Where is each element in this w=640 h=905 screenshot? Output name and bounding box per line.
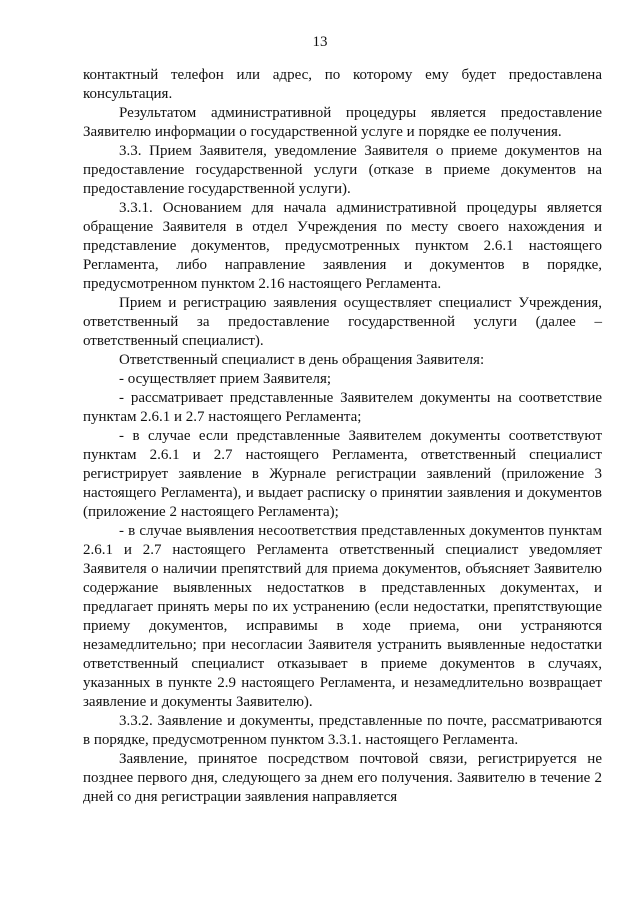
paragraph: контактный телефон или адрес, по которому ему будет предоставлена консультация. (83, 67, 602, 102)
paragraph: Прием и регистрацию заявления осуществляет специалист Учреждения, ответственный за предоставление государственной услуги (далее – ответственный специалист). (83, 295, 602, 349)
paragraph: Заявление, принятое посредством почтовой связи, регистрируется не позднее первого дня, следующего за днем его получения. Заявителю в течение 2 дней со дня регистрации заявления направляется (83, 751, 602, 805)
paragraph: Результатом административной процедуры является предоставление Заявителю информации о государственной услуге и порядке ее получения. (83, 105, 602, 140)
list-item: - осуществляет прием Заявителя; (119, 371, 332, 387)
list-item: - рассматривает представленные Заявителем документы на соответствие пунктам 2.6.1 и 2.7 настоящего Регламента; (83, 390, 602, 425)
list-item: - в случае если представленные Заявителем документы соответствуют пунктам 2.6.1 и 2.7 настоящего Регламента, ответственный специалист регистрирует заявление в Журнале регистрации заявлений (приложение 3 настоящего Регламента), и выдает расписку о принятии заявления и документов (приложение 2 настоящего Регламента); (83, 428, 602, 520)
list-item: - в случае выявления несоответствия представленных документов пунктам 2.6.1 и 2.7 настоящего Регламента ответственный специалист уведомляет Заявителя о наличии препятствий для приема документов, объясняет Заявителю содержание выявленных недостатков в представленных документах, и предлагает принять меры по их устранению (если недостатки, препятствующие приему документов, исправимы в ходе приема, они устраняются незамедлительно; при несогласии Заявителя устранить выявленные недостатки ответственный специалист отказывает в приеме документов в случаях, указанных в пункте 2.9 настоящего Регламента, и незамедлительно возвращает заявление и документы Заявителю). (83, 523, 602, 710)
paragraph: 3.3.2. Заявление и документы, представленные по почте, рассматриваются в порядке, предусмотренном пунктом 3.3.1. настоящего Регламента. (83, 713, 602, 748)
document-body (83, 66, 602, 807)
paragraph: 3.3.1. Основанием для начала административной процедуры является обращение Заявителя в отдел Учреждения по месту своего нахождения и представление документов, предусмотренных пунктом 2.6.1 настоящего Регламента, либо направление заявления и документов в порядке, предусмотренном пунктом 2.16 настоящего Регламента. (83, 200, 602, 292)
paragraph: 3.3. Прием Заявителя, уведомление Заявителя о приеме документов на предоставление государственной услуги (отказе в приеме документов на предоставление государственной услуги). (83, 143, 602, 197)
page-number: 13 (312, 34, 328, 50)
paragraph: Ответственный специалист в день обращения Заявителя: (119, 352, 485, 368)
